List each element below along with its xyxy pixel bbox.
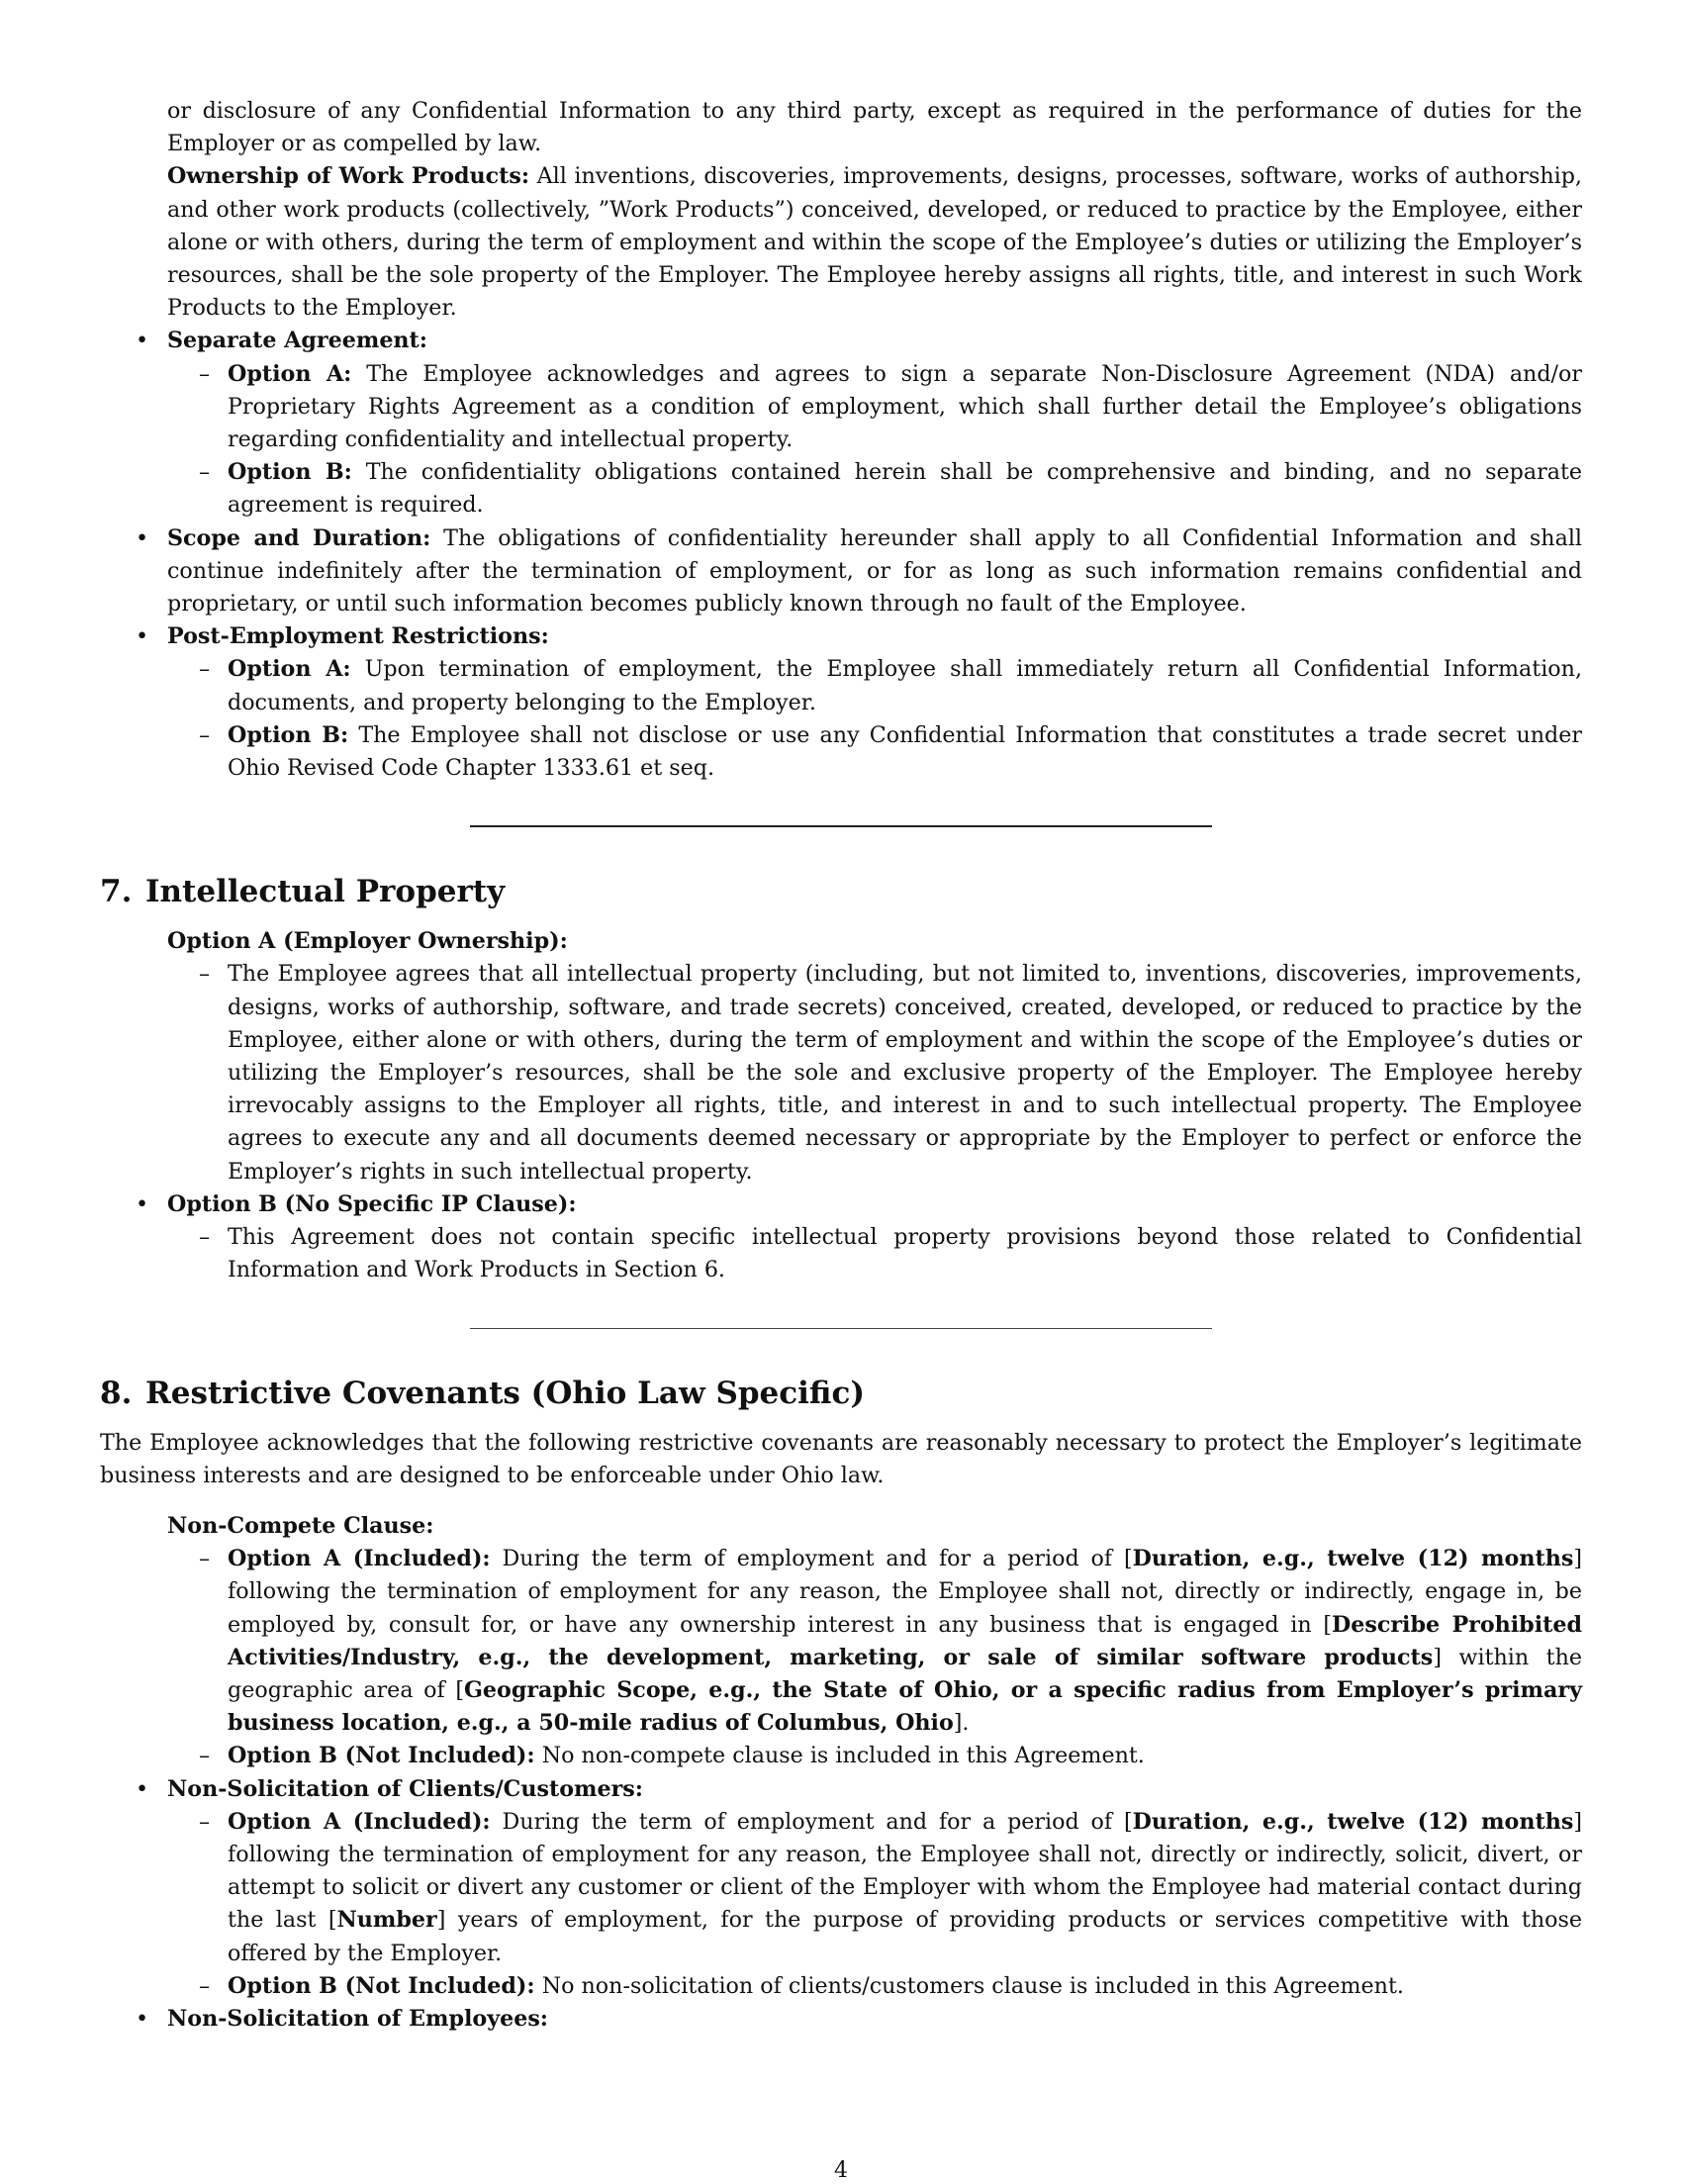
section6-items bbox=[100, 160, 1582, 785]
list-item: • Non-Solicitation of Clients/Customers: – Option A (Included): During the term of employment and for a period of [Duration, e.g., twelve (12) months] following the termination of employment for any reason, the Employee shall not, directly or indirectly, solicit, divert, or attempt to solicit or divert any customer or client of the Employer with whom the Employee had material contact during the last [Number] years of employment, for the purpose of providing products or services competitive with those offered by the Employer. – Option B (Not Included): No non-solicitation of clients/customers clause is included in this Agreement. bbox=[100, 1773, 1582, 2003]
sub-list bbox=[167, 958, 1582, 1187]
section-divider bbox=[470, 825, 1212, 827]
sub-list bbox=[167, 1806, 1582, 2003]
sub-list bbox=[167, 1543, 1582, 1772]
sub-item: – Option B: The confidentiality obligations contained herein shall be comprehensive and binding, and no separate agreement is required. bbox=[167, 456, 1582, 522]
sub-item: – Option A (Included): During the term of employment and for a period of [Duration, e.g., twelve (12) months] following the termination of employment for any reason, the Employee shall not, directly or indirectly, solicit, divert, or attempt to solicit or divert any customer or client of the Employer with whom the Employee had material contact during the last [Number] years of employment, for the purpose of providing products or services competitive with those offered by the Employer. bbox=[167, 1806, 1582, 1970]
list-item: • Scope and Duration: The obligations of confidentiality hereunder shall apply to all Confidential Information and shall continue indefinitely after the termination of employment, or for as long as such information remains confidential and proprietary, or until such information becomes publicly known through no fault of the Employee. bbox=[100, 522, 1582, 621]
item-label: Ownership of Work Products: bbox=[167, 163, 530, 190]
document-page bbox=[100, 95, 1582, 2036]
sub-item: – The Employee agrees that all intellectual property (including, but not limited to, inventions, discoveries, improvements, designs, works of authorship, software, and trade secrets) conceived, created, developed, or reduced to practice by the Employee, either alone or with others, during the term of employment and within the scope of the Employee’s duties or utilizing the Employer’s resources, shall be the sole and exclusive property of the Employer. The Employee hereby irrevocably assigns to the Employer all rights, title, and interest in and to such intellectual property. The Employee agrees to execute any and all documents deemed necessary or appropriate by the Employer to perfect or enforce the Employer’s rights in such intellectual property. bbox=[167, 958, 1582, 1187]
sub-item: – Option A: The Employee acknowledges and agrees to sign a separate Non-Disclosure Agreement (NDA) and/or Proprietary Rights Agreement as a condition of employment, which shall further detail the Employee’s obligations regarding confidentiality and intellectual property. bbox=[167, 358, 1582, 457]
list-item: Ownership of Work Products: All inventions, discoveries, improvements, designs, processes, software, works of authorship, and other work products (collectively, ”Work Products”) conceived, developed, or reduced to practice by the Employee, either alone or with others, during the term of employment and within the scope of the Employee’s duties or utilizing the Employer’s resources, shall be the sole property of the Employer. The Employee hereby assigns all rights, title, and interest in such Work Products to the Employer. bbox=[167, 163, 1582, 322]
sub-item: – Option B (Not Included): No non-solicitation of clients/customers clause is included in this Agreement. bbox=[167, 1970, 1582, 2003]
sub-item: – Option B (Not Included): No non-compete clause is included in this Agreement. bbox=[167, 1740, 1582, 1772]
continuation-text: or disclosure of any Confidential Information to any third party, except as required in the performance of duties for the Employer or as compelled by law. bbox=[167, 98, 1582, 157]
list-item: • Option B (No Specific IP Clause): – This Agreement does not contain specific intellectual property provisions beyond those related to Confidential Information and Work Products in Section 6. bbox=[100, 1188, 1582, 1287]
item-label: Scope and Duration: bbox=[167, 524, 431, 551]
list-item: Non-Compete Clause: – Option A (Included): During the term of employment and for a period of [Duration, e.g., twelve (12) months] following the termination of employment for any reason, the Employee shall not, directly or indirectly, engage in, be employed by, consult for, or have any ownership interest in any business that is engaged in [Describe Prohibited Activities/Industry, e.g., the development, marketing, or sale of similar software products] within the geographic area of [Geographic Scope, e.g., the State of Ohio, or a specific radius from Employer’s primary business location, e.g., a 50-mile radius of Columbus, Ohio]. – Option B (Not Included): No non-compete clause is included in this Agreement. bbox=[100, 1510, 1582, 1773]
sub-item: – Option B: The Employee shall not disclose or use any Confidential Information that constitutes a trade secret under Ohio Revised Code Chapter 1333.61 et seq. bbox=[167, 719, 1582, 785]
section-intro: The Employee acknowledges that the following restrictive covenants are reasonably necessary to protect the Employer’s legitimate business interests and are designed to be enforceable under Ohio law. bbox=[100, 1429, 1582, 1488]
sub-list bbox=[167, 653, 1582, 785]
sub-item: – Option A: Upon termination of employment, the Employee shall immediately return all Confidential Information, documents, and property belonging to the Employer. bbox=[167, 653, 1582, 718]
list-item: Option A (Employer Ownership): – The Employee agrees that all intellectual property (including, but not limited to, inventions, discoveries, improvements, designs, works of authorship, software, and trade secrets) conceived, created, developed, or reduced to practice by the Employee, either alone or with others, during the term of employment and within the scope of the Employee’s duties or utilizing the Employer’s resources, shall be the sole and exclusive property of the Employer. The Employee hereby irrevocably assigns to the Employer all rights, title, and interest in and to such intellectual property. The Employee agrees to execute any and all documents deemed necessary or appropriate by the Employer to perfect or enforce the Employer’s rights in such intellectual property. bbox=[100, 925, 1582, 1188]
section-heading: 8. Restrictive Covenants (Ohio Law Specific) bbox=[100, 1375, 866, 1411]
sub-item: – This Agreement does not contain specific intellectual property provisions beyond those related to Confidential Information and Work Products in Section 6. bbox=[167, 1221, 1582, 1286]
item-label: Post-Employment Restrictions: bbox=[167, 623, 549, 650]
section-heading: 7. Intellectual Property bbox=[100, 874, 506, 910]
list-item: • Non-Solicitation of Employees: bbox=[100, 2003, 1582, 2036]
list-item bbox=[100, 325, 1582, 522]
item-label: Separate Agreement: bbox=[167, 328, 427, 354]
sub-item: – Option A (Included): During the term of employment and for a period of [Duration, e.g., twelve (12) months] following the termination of employment for any reason, the Employee shall not, directly or indirectly, engage in, be employed by, consult for, or have any ownership interest in any business that is engaged in [Describe Prohibited Activities/Industry, e.g., the development, marketing, or sale of similar software products] within the geographic area of [Geographic Scope, e.g., the State of Ohio, or a specific radius from Employer’s primary business location, e.g., a 50-mile radius of Columbus, Ohio]. bbox=[167, 1543, 1582, 1740]
list-item bbox=[100, 620, 1582, 785]
section-divider bbox=[470, 1328, 1212, 1329]
section7-list bbox=[100, 925, 1582, 1286]
page-number: 4 bbox=[834, 2158, 848, 2183]
sub-list bbox=[167, 358, 1582, 522]
section8-list bbox=[100, 1510, 1582, 2036]
section6-list bbox=[100, 95, 1582, 160]
sub-list bbox=[167, 1221, 1582, 1286]
